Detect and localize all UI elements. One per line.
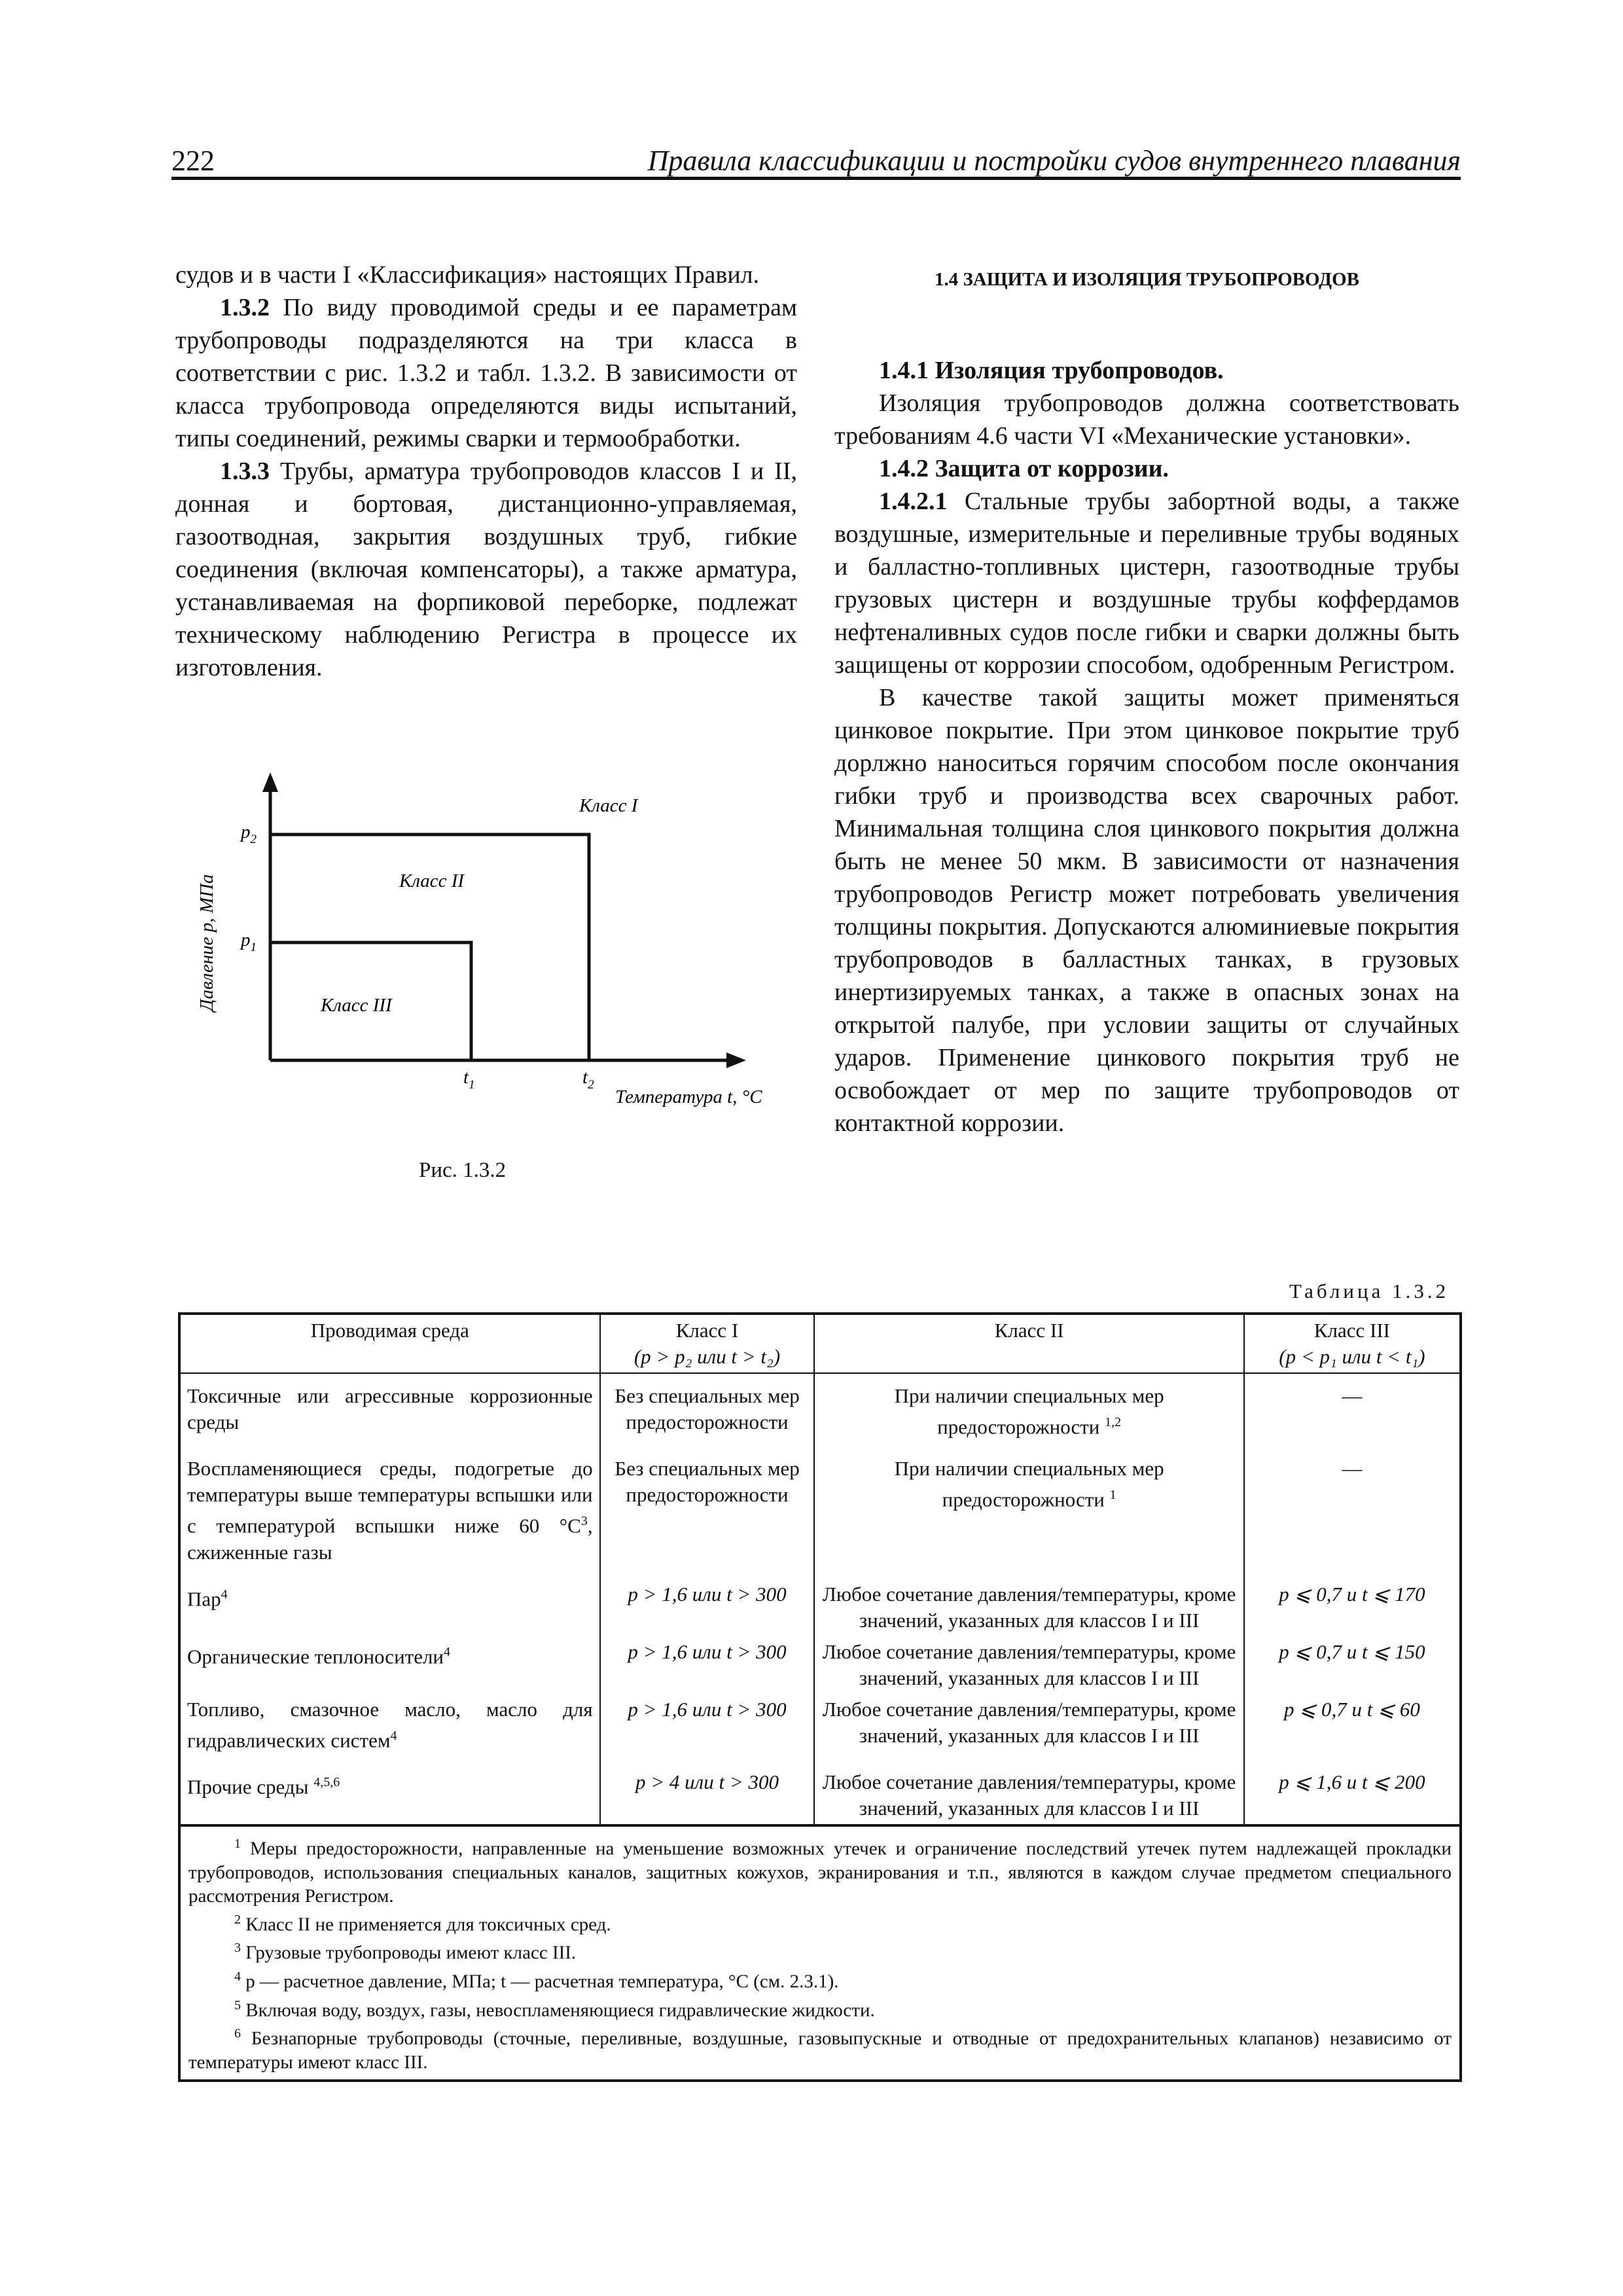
cell-class-3: p ⩽ 0,7 и t ⩽ 60	[1244, 1694, 1461, 1756]
table-row	[179, 1636, 1461, 1694]
paragraph-zinc-coating: В качестве такой защиты может применяться цинковое покрытие. При этом цинковое покрытие труб дорлжно наноситься горячим способом после окончания гибки труб и производства всех сварочных работ. Минимальная толщина слоя цинкового покрытия должна быть не менее 50 мкм. В зависимости от назначения трубопроводов Регистр может потребовать увеличения толщины покрытия. Допускаются алюминиевые покрытия трубопроводов в балластных танках, в грузовых инертизируемых танках, а также в опасных зонах на открытой палубе, при условии защиты от случайных ударов. Применение цинкового покрытия труб не освобождает от мер по защите трубопроводов от контактной коррозии.	[834, 684, 1459, 1137]
clause-text: Трубы, арматура трубопроводов классов I и II, донная и бортовая, дистанционно-управляемая, газоотводная, закрытия воздушных труб, гибкие соединения (включая компенсаторы), а также арматура, устанавливаемая на форпиковой переборке, подлежат техническому наблюдению Регистра в процессе их изготовления.	[175, 457, 797, 681]
clause-text: Стальные трубы забортной воды, а также воздушные, измерительные и переливные трубы водяных и балластно-топливных цистерн, газоотводные трубы грузовых цистерн и воздушные трубы коффердамов нефтеналивных судов после гибки и сварки должны быть защищены от коррозии способом, одобренным Регистром.	[834, 488, 1459, 679]
t2-tick-label: $t_2$	[582, 1067, 594, 1092]
table-row	[179, 1373, 1461, 1443]
classification-table	[178, 1312, 1462, 2082]
x-axis-arrow	[726, 1052, 746, 1068]
clause-number: 1.3.2	[220, 294, 270, 321]
p1-tick-label: $p_1$	[241, 929, 257, 954]
paragraph-1-4-1: Изоляция трубопроводов должна соответствовать требованиям 4.6 части VI «Механические установки».	[834, 389, 1459, 450]
footnote: $^4$ p — расчетное давление, МПа; t — расчетная температура, °С (см. 2.3.1).	[234, 1969, 839, 1992]
header-medium: Проводимая среда	[179, 1314, 600, 1373]
cell-medium: Токсичные или агрессивные коррозионные среды	[179, 1373, 600, 1443]
table-header-row	[179, 1314, 1461, 1373]
cell-class-2: При наличии специальных мер предосторожности $^{1,2}$	[814, 1373, 1243, 1443]
cell-class-2: Любое сочетание давления/температуры, кроме значений, указанных для классов I и III	[814, 1756, 1243, 1825]
cell-class-3: —	[1244, 1443, 1461, 1568]
header-class-3: Класс III (p < p₁ или t < t₁)	[1244, 1314, 1461, 1373]
table-notes-row	[179, 1825, 1461, 2081]
clause-number: 1.3.3	[220, 457, 270, 485]
footnote: $^2$ Класс II не применяется для токсичных сред.	[234, 1912, 611, 1935]
cell-class-3: p ⩽ 0,7 и t ⩽ 150	[1244, 1636, 1461, 1694]
running-title: Правила классификации и постройки судов внутреннего плавания	[647, 145, 1461, 177]
class-3-label: Класс III	[321, 995, 392, 1016]
figure-caption: Рис. 1.3.2	[419, 1158, 507, 1182]
cell-class-1: p > 1,6 или t > 300	[600, 1636, 815, 1694]
left-column	[175, 259, 797, 684]
cell-class-1: Без специальных мер предосторожности	[600, 1443, 815, 1568]
paragraph-continuation: судов и в части I «Классификация» настоящих Правил.	[175, 261, 760, 289]
cell-class-2: При наличии специальных мер предосторожности $^1$	[814, 1443, 1243, 1568]
cell-class-1: p > 1,6 или t > 300	[600, 1694, 815, 1756]
section-heading: 1.4 ЗАЩИТА И ИЗОЛЯЦИЯ ТРУБОПРОВОДОВ	[934, 269, 1359, 290]
table-caption: Таблица 1.3.2	[1289, 1280, 1450, 1302]
clause-text: По виду проводимой среды и ее параметрам трубопроводы подразделяются на три класса в соответствии с рис. 1.3.2 и табл. 1.3.2. В зависимости от класса трубопровода определяются виды испытаний, типы соединений, режимы сварки и термообработки.	[175, 294, 797, 452]
footnote: $^3$ Грузовые трубопроводы имеют класс III.	[234, 1941, 577, 1964]
cell-medium: Прочие среды $^{4,5,6}$	[179, 1756, 600, 1825]
clause-number: 1.4.2.1	[879, 488, 948, 515]
cell-class-2: Любое сочетание давления/температуры, кроме значений, указанных для классов I и III	[814, 1568, 1243, 1636]
cell-medium: Топливо, смазочное масло, масло для гидравлических систем$^4$	[179, 1694, 600, 1756]
subheading-1-4-2: 1.4.2 Защита от коррозии.	[879, 455, 1169, 482]
table-row	[179, 1756, 1461, 1825]
cell-class-3: p ⩽ 1,6 и t ⩽ 200	[1244, 1756, 1461, 1825]
header-class-2: Класс II	[814, 1314, 1243, 1373]
paragraph-1-3-3	[175, 455, 797, 684]
cell-class-1: Без специальных мер предосторожности	[600, 1373, 815, 1443]
cell-class-3: —	[1244, 1373, 1461, 1443]
cell-medium: Воспламеняющиеся среды, подогретые до температуры выше температуры вспышки или с температурой вспышки ниже 60 $^\circ С^3$, сжиженные газы	[179, 1443, 600, 1568]
table-row	[179, 1568, 1461, 1636]
cell-medium: Органические теплоносители$^4$	[179, 1636, 600, 1694]
right-column	[834, 259, 1459, 1139]
table-row	[179, 1443, 1461, 1568]
paragraph-1-3-2	[175, 291, 797, 455]
y-axis-arrow	[262, 772, 278, 792]
cell-class-2: Любое сочетание давления/температуры, кроме значений, указанных для классов I и III	[814, 1636, 1243, 1694]
cell-class-3: p ⩽ 0,7 и t ⩽ 170	[1244, 1568, 1461, 1636]
pressure-temperature-diagram	[183, 772, 812, 1113]
cell-medium: Пар$^4$	[179, 1568, 600, 1636]
cell-class-1: p > 1,6 или t > 300	[600, 1568, 815, 1636]
class-2-label: Класс II	[399, 870, 465, 891]
p2-tick-label: $p_2$	[241, 821, 257, 846]
t1-tick-label: $t_1$	[463, 1067, 475, 1092]
footnote: $^5$ Включая воду, воздух, газы, невоспламеняющиеся гидравлические жидкости.	[234, 1998, 875, 2021]
class-1-label: Класс I	[579, 795, 638, 816]
table-footnotes	[179, 1825, 1461, 2081]
x-axis-label: Температура t, °C	[615, 1086, 762, 1107]
header-rule	[171, 177, 1461, 180]
footnote: $^1$ Меры предосторожности, направленные на уменьшение возможных утечек и ограничение последствий утечек путем надлежащей прокладки трубопроводов, использования специальных каналов, защитных кожухов, экранирования и т.п., являются в каждом случае предметом специального рассмотрения Регистром.	[188, 1836, 1452, 1907]
class-2-boundary	[270, 834, 589, 1060]
y-axis-label: Давление p, МПа	[196, 874, 217, 1011]
cell-class-1: p > 4 или t > 300	[600, 1756, 815, 1825]
footnote: $^6$ Безнапорные трубопроводы (сточные, переливные, воздушные, газовыпускные и отводные от предохранительных клапанов) независимо от температуры имеют класс III.	[188, 2026, 1452, 2073]
table-row	[179, 1694, 1461, 1756]
cell-class-2: Любое сочетание давления/температуры, кроме значений, указанных для классов I и III	[814, 1694, 1243, 1756]
header-class-1: Класс I (p > p₂ или t > t₂)	[600, 1314, 815, 1373]
page-number: 222	[171, 145, 215, 177]
paragraph-1-4-2-1	[834, 485, 1459, 681]
subheading-1-4-1: 1.4.1 Изоляция трубопроводов.	[879, 357, 1224, 384]
